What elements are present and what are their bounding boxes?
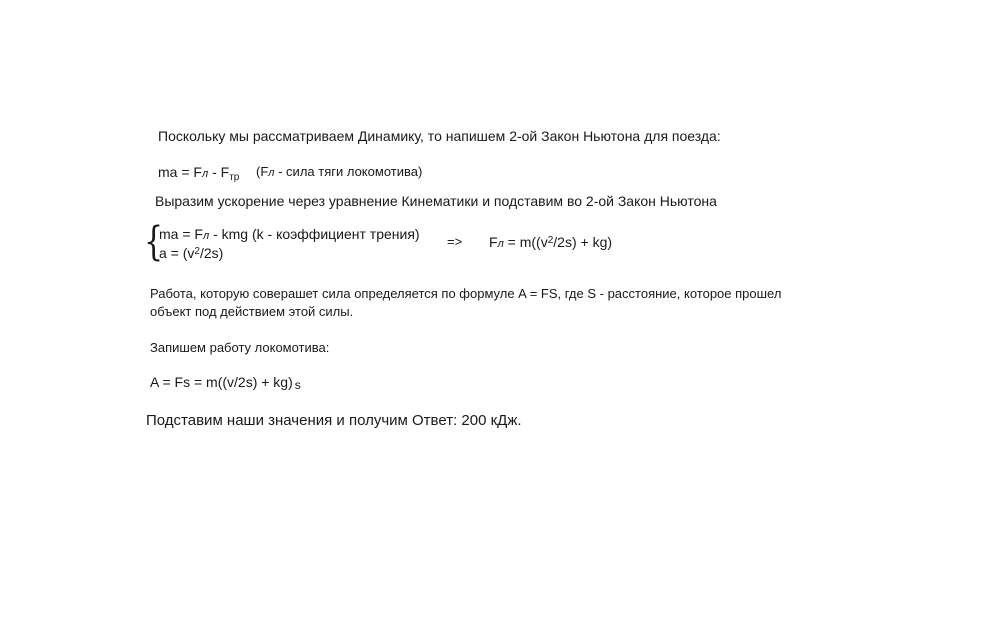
work-definition-line-2: объект под действием этой силы. [150,304,354,319]
work-formula [150,373,301,394]
eq1-lhs: ma = F [159,226,203,242]
result-f: F [489,234,498,250]
newton-note [256,163,422,182]
locomotive-work-label: Запишем работу локомотива: [150,340,330,355]
newton-friction-subscript: тр [229,172,240,183]
newton-note-subscript: л [268,167,275,179]
system-brace: { [144,219,164,265]
newton-f-subscript: л [201,168,209,180]
eq2-rest: /2s) [199,245,224,261]
result-superscript: 2 [547,235,554,246]
intro-text: Поскольку мы рассматриваем Динамику, то напишем 2-ой Закон Ньютона для поезда: [158,128,721,144]
newton-lhs: ma = F [158,164,202,180]
work-formula-tail: s [294,378,301,392]
eq2-superscript: 2 [194,246,200,257]
result-mid: = m((v [503,234,548,250]
newton-law-equation [158,163,239,187]
result-subscript: л [497,238,504,250]
answer-text: Подставим наши значения и получим Ответ: 200 кДж. [146,412,522,429]
eq2-lhs: a = (v [159,245,195,261]
work-formula-main: A = Fs = m((v/2s) + kg) [150,374,293,390]
eq1-subscript: л [202,230,210,242]
implies-arrow: => [447,234,463,249]
newton-note-rest: - сила тяги локомотива) [274,164,423,179]
work-definition-line-1: Работа, которую соверашет сила определяется по формуле A = FS, где S - расстояние, которое прошел [150,286,782,301]
result-rest: /2s) + kg) [553,234,613,250]
system-equation-1 [159,225,420,245]
newton-minus: - F [208,164,230,180]
eq1-rest: - kmg (k - коэффициент трения) [209,226,420,242]
system-equation-2 [159,243,223,262]
kinematics-text: Выразим ускорение через уравнение Кинематики и подставим во 2-ой Закон Ньютона [155,193,717,209]
result-equation [489,232,612,253]
newton-note-open: (F [256,164,269,179]
